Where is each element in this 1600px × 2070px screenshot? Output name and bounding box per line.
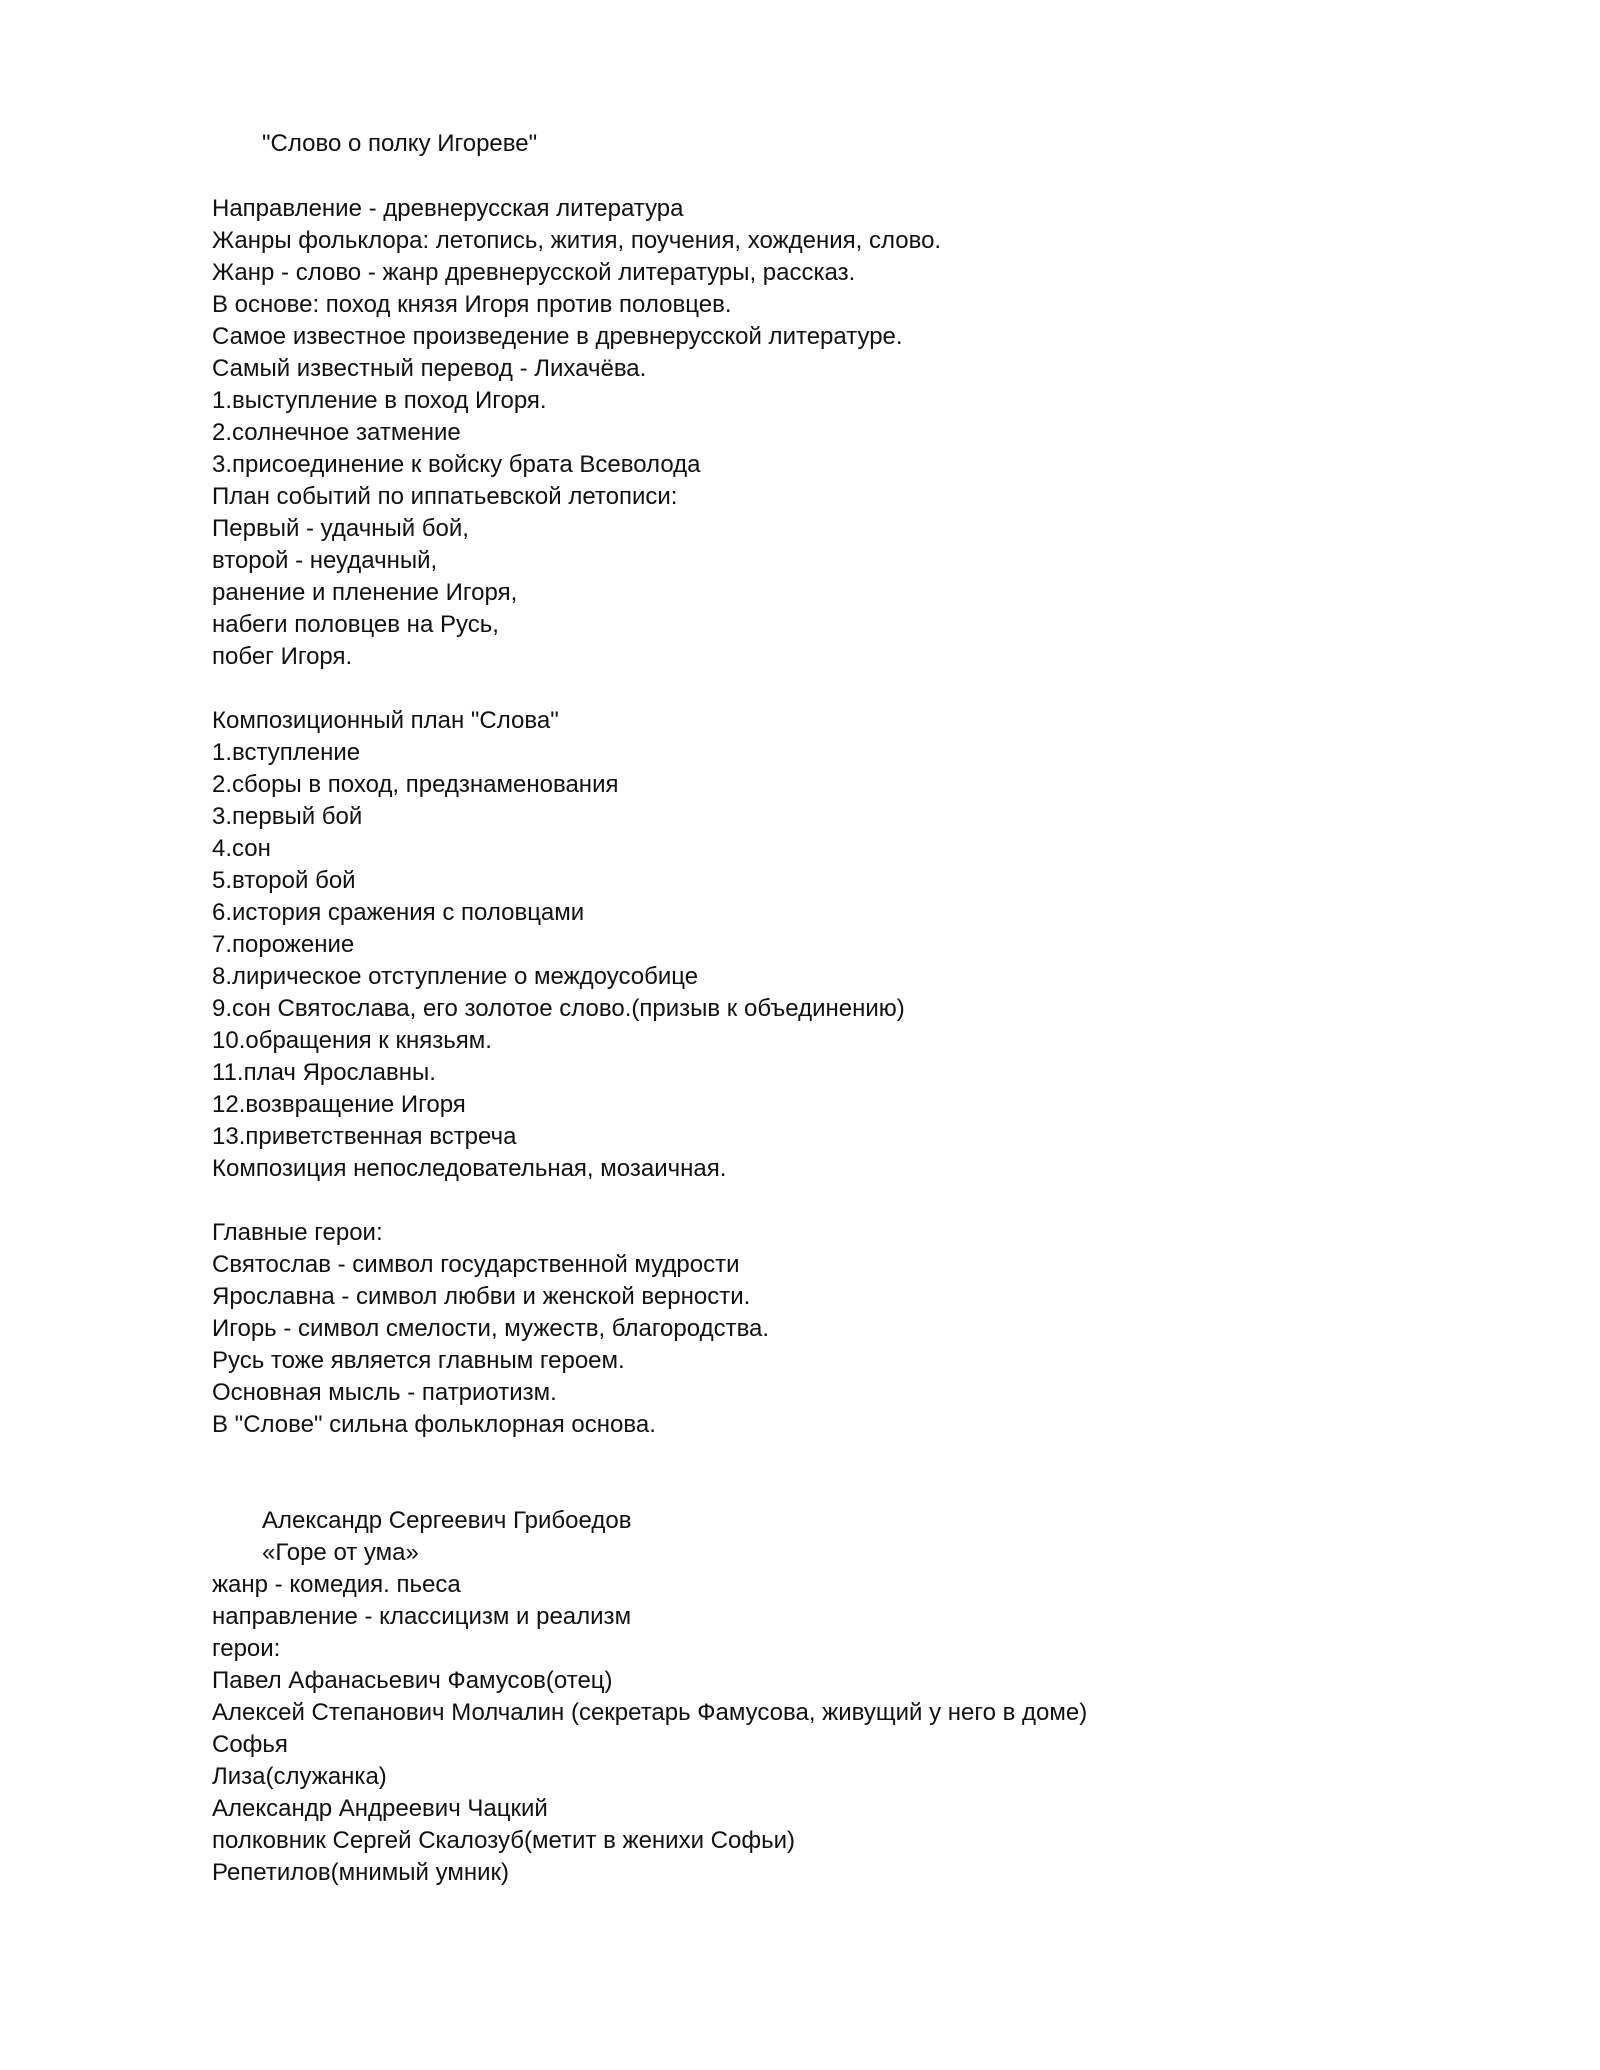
text-line: Святослав - символ государственной мудрости	[212, 1251, 740, 1278]
text-line: Направление - древнерусская литература	[212, 195, 684, 222]
list-item: 2.сборы в поход, предзнаменования	[212, 771, 619, 798]
text-line: направление - классицизм и реализм	[212, 1603, 632, 1630]
text-line: второй - неудачный,	[212, 547, 438, 574]
work-title: «Горе от ума»	[262, 1539, 419, 1566]
list-item: 6.история сражения с половцами	[212, 899, 585, 926]
list-item: 11.плач Ярославны.	[212, 1059, 436, 1086]
text-line: Самое известное произведение в древнерусской литературе.	[212, 323, 903, 350]
list-item: 10.обращения к князьям.	[212, 1027, 492, 1054]
list-item: 1.выступление в поход Игоря.	[212, 387, 547, 414]
text-line: Алексей Степанович Молчалин (секретарь Фамусова, живущий у него в доме)	[212, 1699, 1088, 1726]
list-item: 12.возвращение Игоря	[212, 1091, 466, 1118]
text-line: ранение и пленение Игоря,	[212, 579, 518, 606]
text-line: В основе: поход князя Игоря против половцев.	[212, 291, 732, 318]
text-line: Софья	[212, 1731, 288, 1758]
list-item: 7.порожение	[212, 931, 355, 958]
text-line: Основная мысль - патриотизм.	[212, 1379, 557, 1406]
list-item: 1.вступление	[212, 739, 361, 766]
section-heading-composition: Композиционный план "Слова"	[212, 707, 559, 734]
text-line: побег Игоря.	[212, 643, 353, 670]
text-line: Жанры фольклора: летопись, жития, поучения, хождения, слово.	[212, 227, 942, 254]
text-line: жанр - комедия. пьеса	[212, 1571, 461, 1598]
text-line: Жанр - слово - жанр древнерусской литературы, рассказ.	[212, 259, 856, 286]
section-title-slovo: "Слово о полку Игореве"	[262, 130, 538, 157]
text-line: В "Слове" сильна фольклорная основа.	[212, 1411, 656, 1438]
list-item: 5.второй бой	[212, 867, 356, 894]
text-line: Русь тоже является главным героем.	[212, 1347, 625, 1374]
text-line: Самый известный перевод - Лихачёва.	[212, 355, 647, 382]
text-line: Репетилов(мнимый умник)	[212, 1859, 509, 1886]
list-item: 3.первый бой	[212, 803, 363, 830]
text-line: Игорь - символ смелости, мужеств, благородства.	[212, 1315, 770, 1342]
list-item: 13.приветственная встреча	[212, 1123, 517, 1150]
list-item: 8.лирическое отступление о междоусобице	[212, 963, 699, 990]
text-line: Александр Андреевич Чацкий	[212, 1795, 548, 1822]
list-item: 2.солнечное затмение	[212, 419, 461, 446]
text-line: Лиза(служанка)	[212, 1763, 387, 1790]
text-line: Ярославна - символ любви и женской верности.	[212, 1283, 751, 1310]
list-item: 3.присоединение к войску брата Всеволода	[212, 451, 701, 478]
text-line: полковник Сергей Скалозуб(метит в женихи Софьи)	[212, 1827, 795, 1854]
text-line: Павел Афанасьевич Фамусов(отец)	[212, 1667, 613, 1694]
author-title: Александр Сергеевич Грибоедов	[262, 1507, 632, 1534]
list-item: 4.сон	[212, 835, 271, 862]
text-line: набеги половцев на Русь,	[212, 611, 499, 638]
text-line: герои:	[212, 1635, 281, 1662]
text-line: Первый - удачный бой,	[212, 515, 469, 542]
list-item: 9.сон Святослава, его золотое слово.(призыв к объединению)	[212, 995, 905, 1022]
section-heading-heroes: Главные герои:	[212, 1219, 383, 1246]
text-line: Композиция непоследовательная, мозаичная.	[212, 1155, 727, 1182]
text-line: План событий по иппатьевской летописи:	[212, 483, 678, 510]
